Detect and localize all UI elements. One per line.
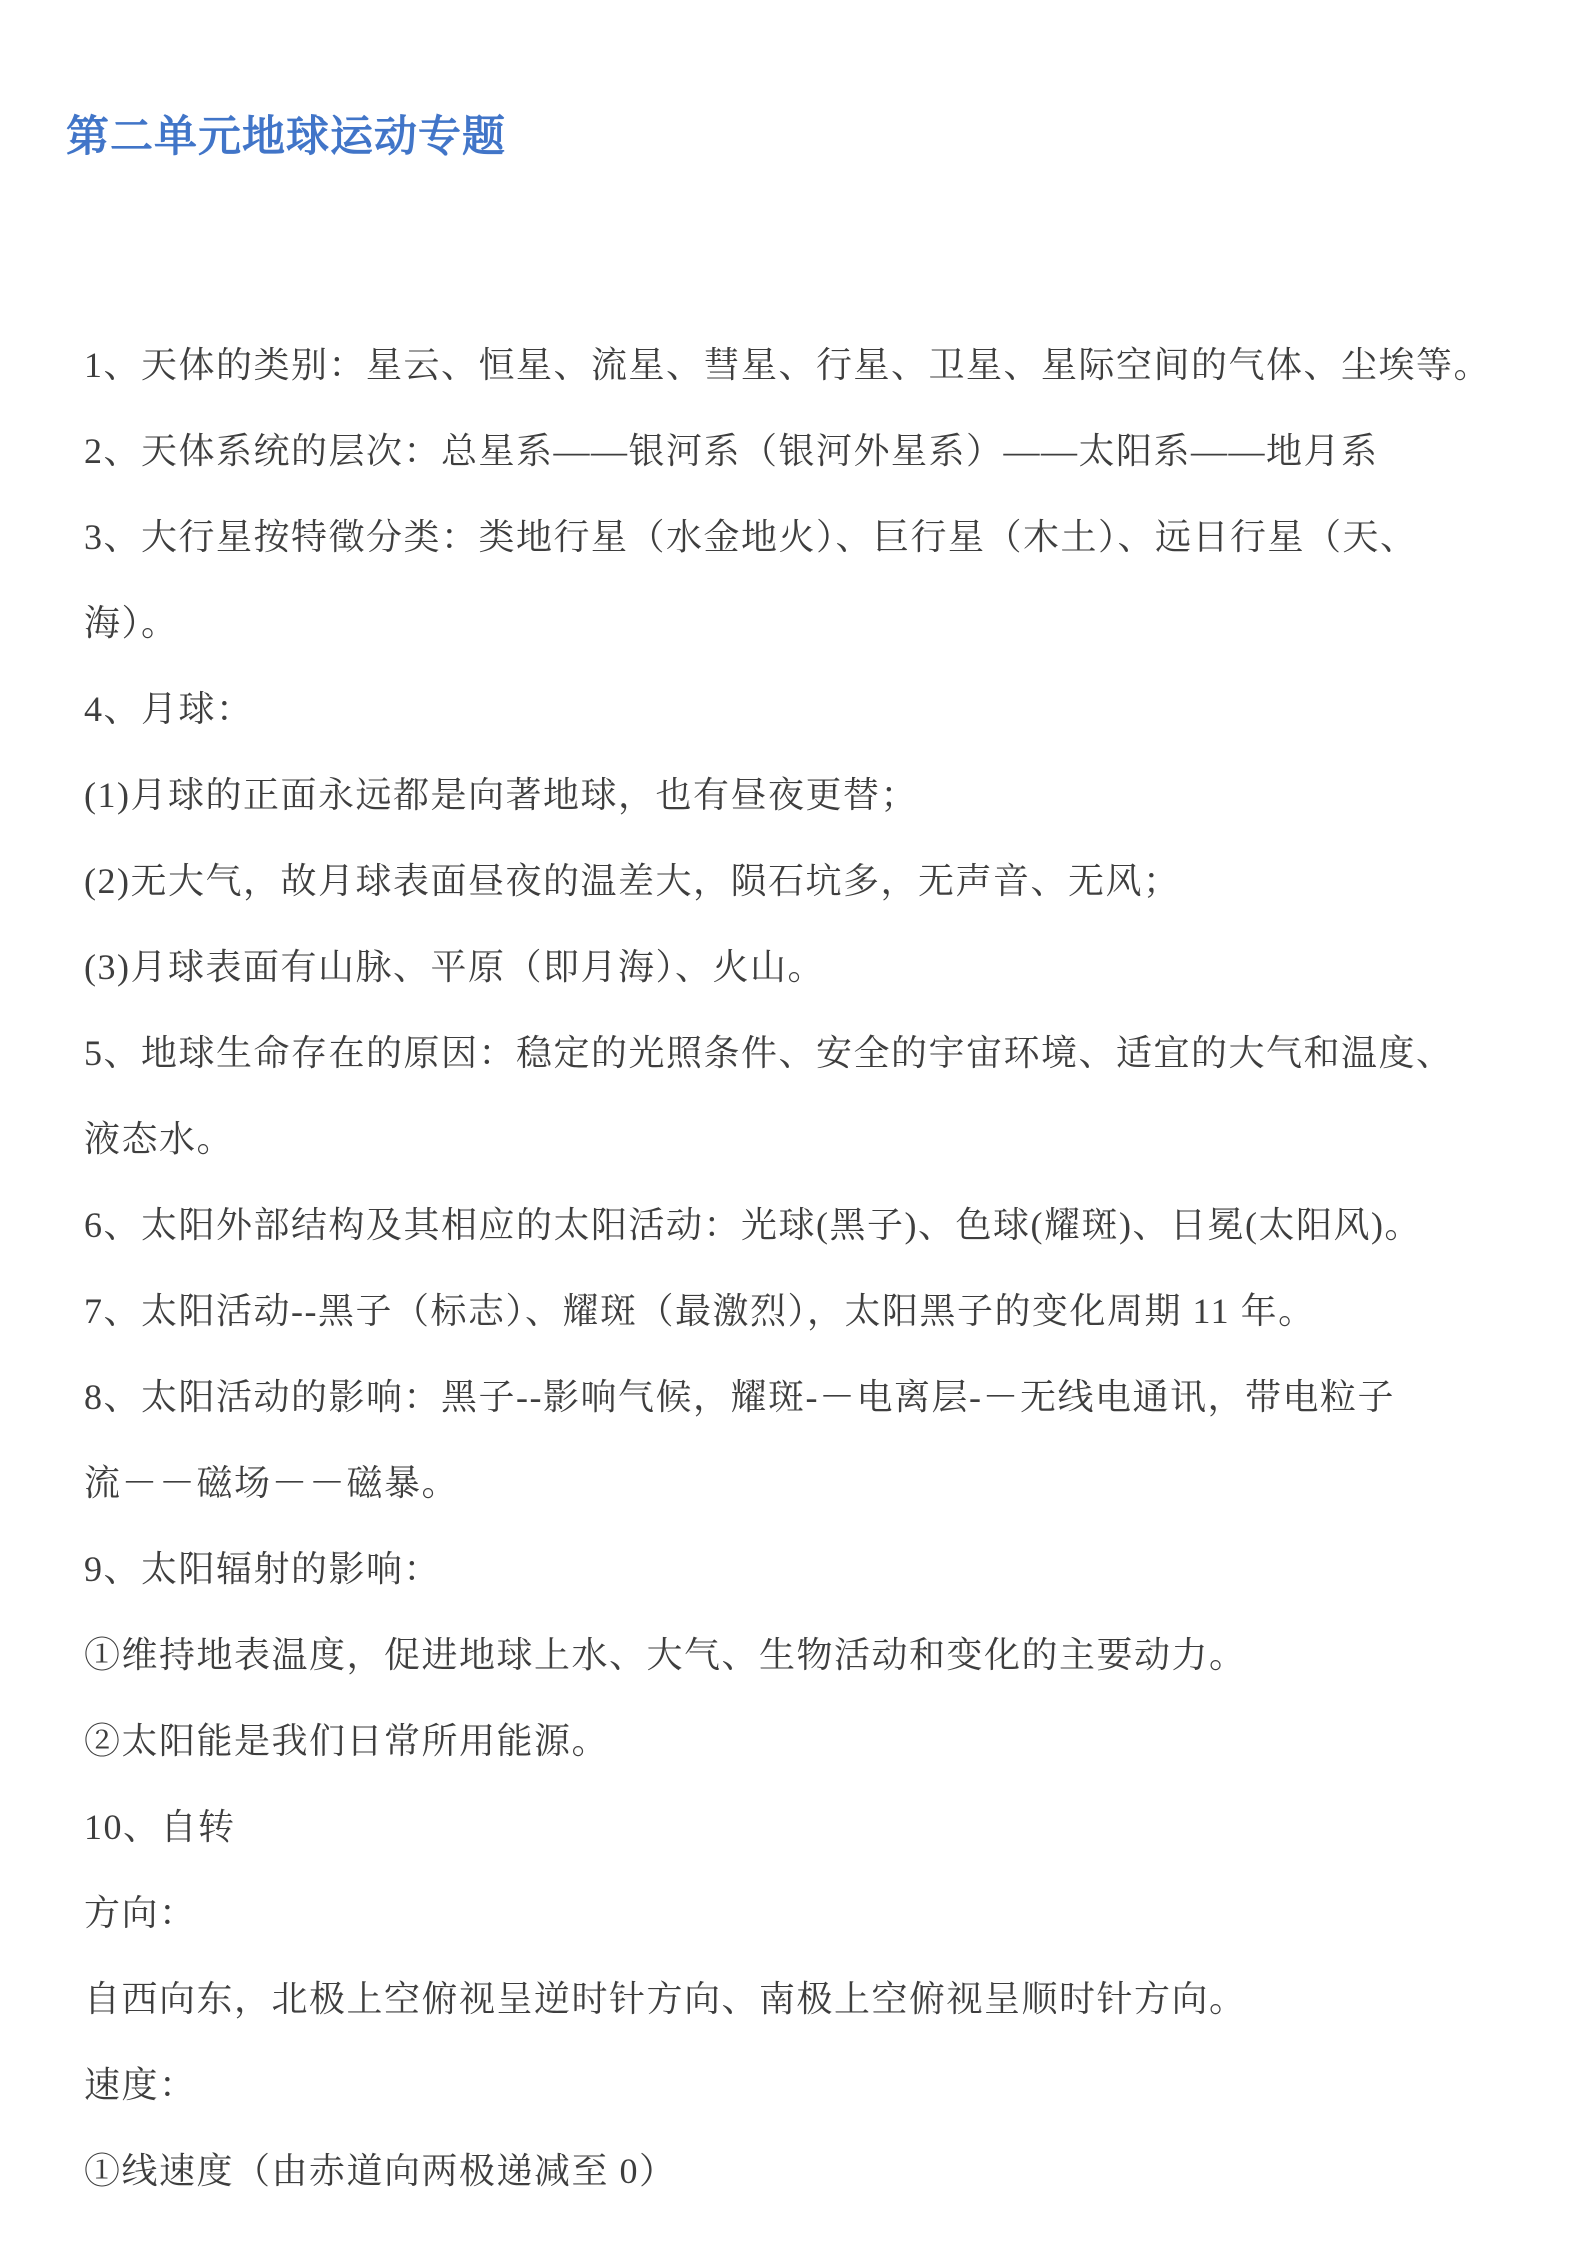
text-line: 液态水。 (84, 1119, 235, 1159)
text-line: 5、地球生命存在的原因：稳定的光照条件、安全的宇宙环境、适宜的大气和温度、 (84, 1033, 1454, 1073)
text-line: 速度： (84, 2065, 197, 2105)
text-line: (1)月球的正面永远都是向著地球，也有昼夜更替； (84, 775, 918, 815)
text-line: 流－－磁场－－磁暴。 (84, 1463, 460, 1503)
text-line: 海）。 (84, 603, 179, 643)
text-line: 9、太阳辐射的影响： (84, 1549, 442, 1589)
text-line: ①维持地表温度，促进地球上水、大气、生物活动和变化的主要动力。 (84, 1635, 1247, 1675)
text-line: (2)无大气，故月球表面昼夜的温差大，陨石坑多，无声音、无风； (84, 861, 1181, 901)
text-line: 7、太阳活动--黑子（标志）、耀斑（最激烈），太阳黑子的变化周期 11 年。 (84, 1291, 1316, 1331)
text-line: 2、天体系统的层次：总星系——银河系（银河外星系）——太阳系——地月系 (84, 431, 1379, 471)
text-line: 1、天体的类别：星云、恒星、流星、彗星、行星、卫星、星际空间的气体、尘埃等。 (84, 345, 1492, 385)
document-title: 第二单元地球运动专题 (66, 113, 506, 161)
text-line: (3)月球表面有山脉、平原（即月海）、火山。 (84, 947, 825, 987)
text-line: 10、自转 (84, 1807, 236, 1847)
text-line: 3、大行星按特徵分类：类地行星（水金地火）、巨行星（木土）、远日行星（天、 (84, 517, 1418, 557)
text-line: 6、太阳外部结构及其相应的太阳活动：光球(黑子)、色球(耀斑)、日冕(太阳风)。 (84, 1205, 1422, 1245)
text-line: 8、太阳活动的影响：黑子--影响气候，耀斑-－电离层-－无线电通讯，带电粒子 (84, 1377, 1395, 1417)
text-line: 自西向东，北极上空俯视呈逆时针方向、南极上空俯视呈顺时针方向。 (84, 1979, 1247, 2019)
document-body (84, 322, 1532, 2214)
text-line: ②太阳能是我们日常所用能源。 (84, 1721, 610, 1761)
text-line: 4、月球： (84, 689, 254, 729)
text-line: ①线速度（由赤道向两极递减至 0） (84, 2151, 677, 2191)
text-line: 方向： (84, 1893, 197, 1933)
